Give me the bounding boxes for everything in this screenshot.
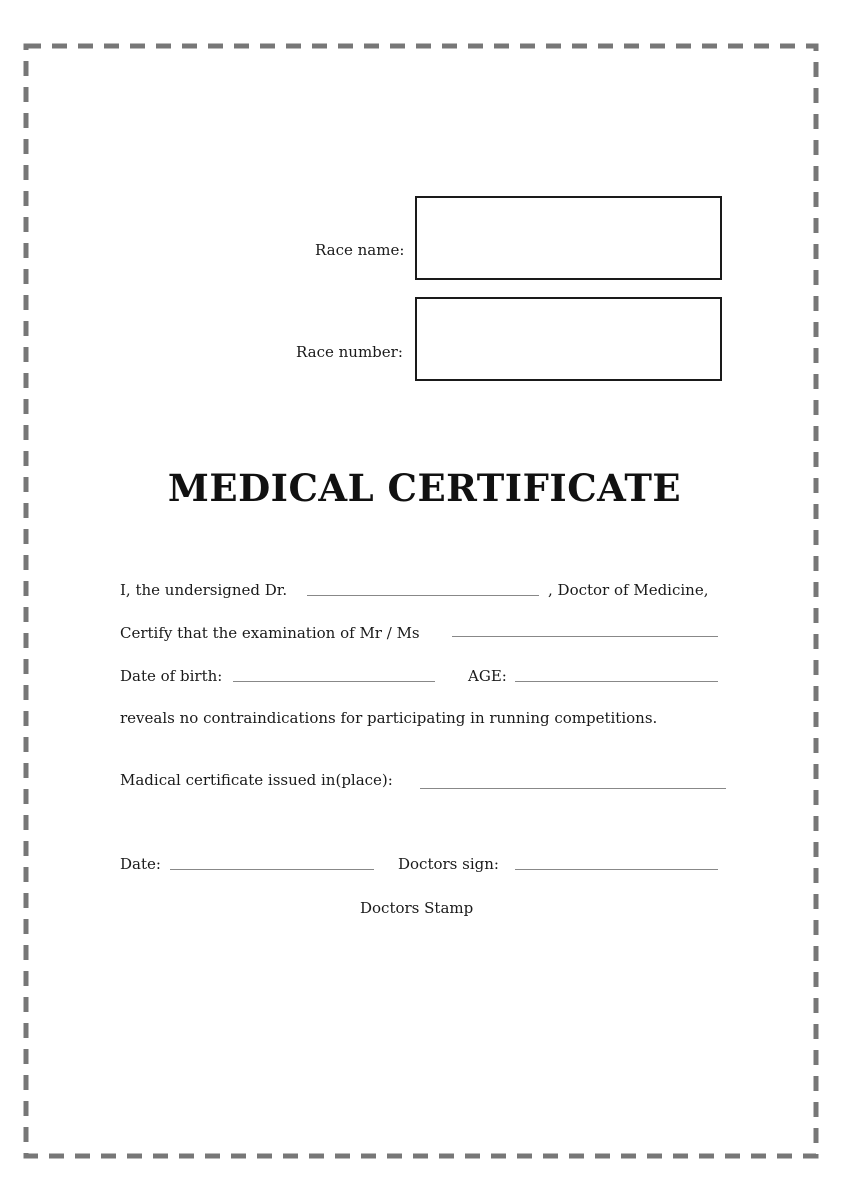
race-number-label: Race number:: [296, 343, 403, 361]
doctors-stamp-label: Doctors Stamp: [360, 899, 474, 917]
date-label: Date:: [120, 855, 161, 873]
race-name-label: Race name:: [315, 241, 405, 259]
patient-name-line[interactable]: [452, 636, 718, 637]
doctor-name-line[interactable]: [307, 595, 539, 596]
reveals-statement: reveals no contraindications for participating in running competitions.: [120, 709, 658, 727]
certificate-title: MEDICAL CERTIFICATE: [167, 466, 682, 510]
undersigned-label: I, the undersigned Dr.: [120, 581, 288, 599]
race-name-box[interactable]: [415, 196, 722, 280]
issued-place-line[interactable]: [420, 788, 726, 789]
race-number-box[interactable]: [415, 297, 722, 381]
certify-label: Certify that the examination of Mr / Ms: [120, 624, 420, 642]
doctors-sign-line[interactable]: [515, 869, 718, 870]
dob-line[interactable]: [233, 681, 435, 682]
age-label: AGE:: [468, 667, 507, 685]
doctor-of-medicine-label: , Doctor of Medicine,: [548, 581, 709, 599]
doctors-sign-label: Doctors sign:: [398, 855, 499, 873]
date-line[interactable]: [170, 869, 374, 870]
age-line[interactable]: [515, 681, 718, 682]
issued-place-label: Madical certificate issued in(place):: [120, 771, 393, 789]
dob-label: Date of birth:: [120, 667, 223, 685]
